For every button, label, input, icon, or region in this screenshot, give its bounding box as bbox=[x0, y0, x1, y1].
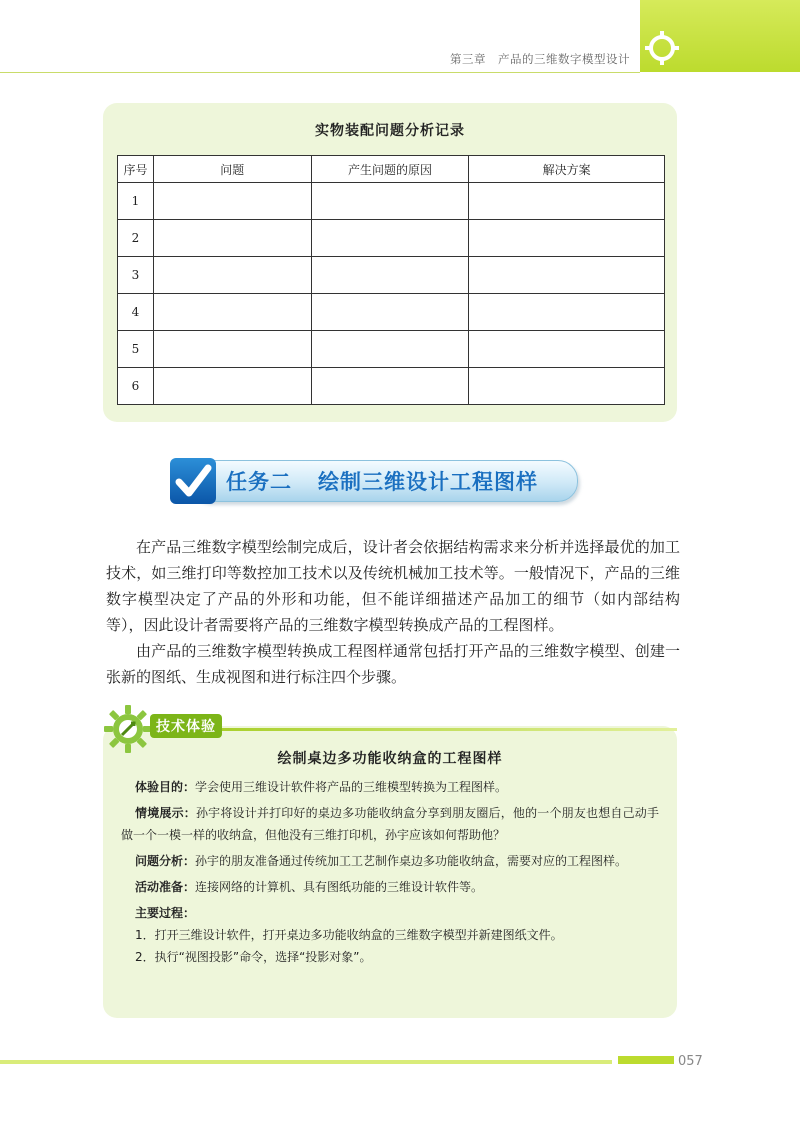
item-text: 学会使用三维设计软件将产品的三维模型转换为工程图样。 bbox=[195, 780, 508, 794]
task-title: 绘制三维设计工程图样 bbox=[318, 470, 538, 494]
problem-cell[interactable] bbox=[153, 294, 311, 331]
experience-content bbox=[121, 776, 659, 968]
cause-cell[interactable] bbox=[311, 368, 469, 405]
gear-icon bbox=[644, 30, 680, 66]
cause-cell[interactable] bbox=[311, 257, 469, 294]
table-row bbox=[118, 257, 665, 294]
record-table bbox=[117, 155, 665, 405]
cause-cell[interactable] bbox=[311, 183, 469, 220]
item-text: 连接网络的计算机、具有图纸功能的三维设计软件等。 bbox=[195, 880, 484, 894]
cause-cell[interactable] bbox=[311, 220, 469, 257]
task-heading bbox=[226, 466, 538, 496]
problem-cell[interactable] bbox=[153, 257, 311, 294]
row-number: 4 bbox=[118, 294, 154, 331]
table-row bbox=[118, 331, 665, 368]
solution-cell[interactable] bbox=[469, 331, 665, 368]
task-banner bbox=[170, 458, 576, 504]
paragraph: 在产品三维数字模型绘制完成后，设计者会依据结构需求来分析并选择最优的加工技术，如三维打印等数控加工技术以及传统机械加工技术等。一般情况下，产品的三维数字模型决定了产品的外形和功能，但不能详细描述产品加工的细节（如内部结构等），因此设计者需要将产品的三维数字模型转换成产品的工程图样。 bbox=[106, 538, 680, 634]
item-label: 情境展示： bbox=[135, 806, 196, 820]
body-text bbox=[106, 534, 680, 690]
problem-cell[interactable] bbox=[153, 220, 311, 257]
footer-accent bbox=[618, 1056, 674, 1064]
record-panel bbox=[103, 103, 677, 422]
experience-item bbox=[121, 850, 659, 872]
experience-title: 绘制桌边多功能收纳盒的工程图样 bbox=[277, 751, 503, 767]
gear-icon bbox=[103, 704, 153, 754]
item-label: 问题分析： bbox=[135, 854, 196, 868]
item-text: 孙宇将设计并打印好的桌边多功能收纳盒分享到朋友圈后，他的一个朋友也想自己动手做一个一模一样的收纳盒，但他没有三维打印机，孙宇应该如何帮助他？ bbox=[121, 806, 659, 842]
experience-item bbox=[121, 876, 659, 898]
record-title: 实物装配问题分析记录 bbox=[315, 123, 465, 139]
chapter-title: 第三章 产品的三维数字模型设计 bbox=[450, 52, 630, 66]
experience-panel bbox=[103, 726, 677, 1018]
row-number: 1 bbox=[118, 183, 154, 220]
process-step: 2．执行“视图投影”命令，选择“投影对象”。 bbox=[135, 950, 372, 964]
solution-cell[interactable] bbox=[469, 294, 665, 331]
solution-cell[interactable] bbox=[469, 183, 665, 220]
task-number: 任务二 bbox=[226, 470, 292, 494]
header-rule bbox=[0, 72, 640, 73]
item-label: 体验目的： bbox=[135, 780, 196, 794]
experience-header-rule bbox=[210, 728, 677, 731]
checkmark-icon bbox=[170, 458, 216, 504]
problem-cell[interactable] bbox=[153, 183, 311, 220]
problem-cell[interactable] bbox=[153, 368, 311, 405]
column-header: 产生问题的原因 bbox=[311, 156, 469, 183]
item-label: 活动准备： bbox=[135, 880, 196, 894]
footer-rule bbox=[0, 1060, 612, 1064]
row-number: 5 bbox=[118, 331, 154, 368]
column-header: 解决方案 bbox=[469, 156, 665, 183]
paragraph: 由产品的三维数字模型转换成工程图样通常包括打开产品的三维数字模型、创建一张新的图纸、生成视图和进行标注四个步骤。 bbox=[106, 642, 680, 686]
column-header: 序号 bbox=[118, 156, 154, 183]
solution-cell[interactable] bbox=[469, 220, 665, 257]
experience-item bbox=[121, 802, 659, 846]
experience-item bbox=[121, 776, 659, 798]
table-row bbox=[118, 294, 665, 331]
column-header: 问题 bbox=[153, 156, 311, 183]
problem-cell[interactable] bbox=[153, 331, 311, 368]
page-number: 057 bbox=[678, 1054, 703, 1069]
experience-label: 技术体验 bbox=[150, 714, 222, 738]
row-number: 6 bbox=[118, 368, 154, 405]
solution-cell[interactable] bbox=[469, 368, 665, 405]
solution-cell[interactable] bbox=[469, 257, 665, 294]
item-text: 孙宇的朋友准备通过传统加工工艺制作桌边多功能收纳盒，需要对应的工程图样。 bbox=[195, 854, 628, 868]
table-header-row bbox=[118, 156, 665, 183]
process-step: 1．打开三维设计软件，打开桌边多功能收纳盒的三维数字模型并新建图纸文件。 bbox=[135, 928, 563, 942]
table-row bbox=[118, 220, 665, 257]
process-label: 主要过程： bbox=[135, 906, 196, 920]
row-number: 2 bbox=[118, 220, 154, 257]
table-row bbox=[118, 368, 665, 405]
cause-cell[interactable] bbox=[311, 294, 469, 331]
cause-cell[interactable] bbox=[311, 331, 469, 368]
row-number: 3 bbox=[118, 257, 154, 294]
table-row bbox=[118, 183, 665, 220]
